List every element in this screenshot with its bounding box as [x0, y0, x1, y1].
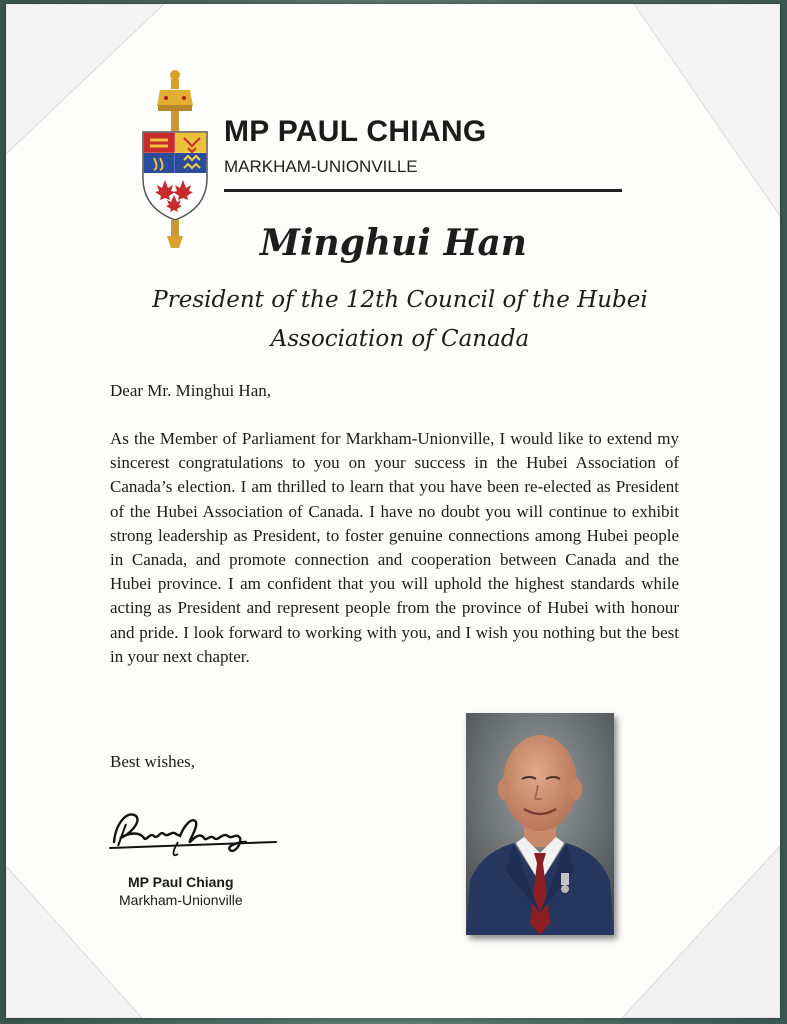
recipient-title: President of the 12th Council of the Hubei Association of Canada: [152, 287, 648, 352]
header-divider: [224, 189, 622, 192]
recipient-name: Minghui Han: [260, 222, 527, 264]
letter-closing: Best wishes,: [110, 752, 195, 771]
signatory-riding: Markham-Unionville: [119, 892, 243, 908]
handwritten-signature: [106, 802, 284, 866]
portrait-photo: [466, 713, 614, 935]
letter-salutation: Dear Mr. Minghui Han,: [110, 381, 272, 400]
mp-name-heading: MP PAUL CHIANG: [224, 115, 487, 148]
letter-body: As the Member of Parliament for Markham-Unionville, I would like to extend my sincerest congratulations to you on your success in the Hubei Association of Canada’s election. I am thrilled to learn that you have been re-elected as President of the Hubei Association of Canada. I have no doubt you will continue to exhibit strong leadership as President, to foster genuine connections among Hubei people in Canada, and promote connection and cooperation between Canada and the Hubei province. I am confident that you will uphold the highest standards while acting as President and represent people from the province of Hubei with honour and pride. I look forward to working with you, and I wish you nothing but the best in your next chapter.: [110, 429, 679, 666]
riding-subheading: MARKHAM-UNIONVILLE: [224, 157, 418, 176]
signatory-name: MP Paul Chiang: [128, 874, 234, 890]
